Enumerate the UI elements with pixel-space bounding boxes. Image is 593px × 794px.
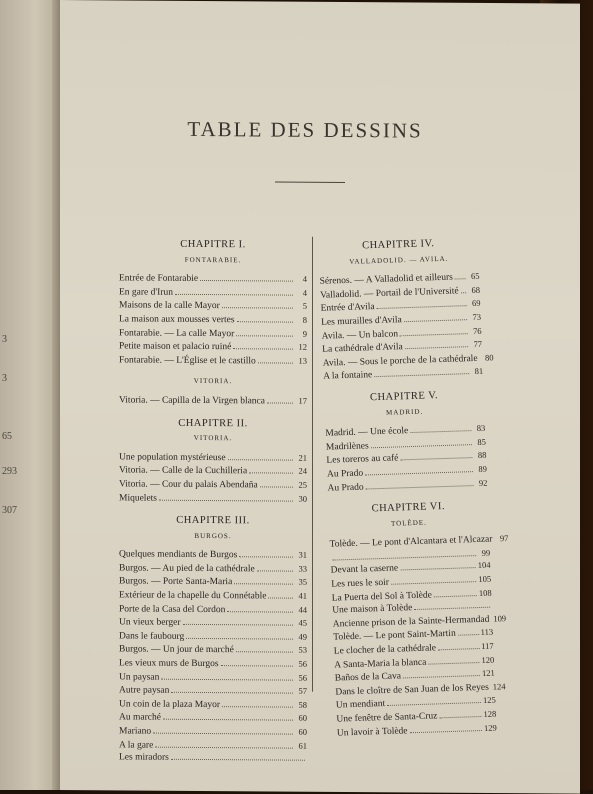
title-rule bbox=[275, 182, 345, 183]
entry-title: Baños de la Cava bbox=[335, 671, 402, 686]
dot-leader bbox=[410, 430, 471, 433]
toc-column-left bbox=[119, 236, 307, 765]
entry-title: La maison aux mousses vertes bbox=[119, 313, 235, 326]
toc-entry bbox=[119, 312, 307, 327]
toc-entry bbox=[119, 711, 307, 726]
entry-title: Entrée d'Avila bbox=[320, 301, 374, 315]
toc-entry bbox=[119, 588, 307, 603]
entry-page-number: 33 bbox=[295, 563, 307, 576]
place-heading: VALLADOLID. — AVILA. bbox=[319, 251, 479, 269]
entry-page-number: 30 bbox=[295, 492, 307, 505]
book-page bbox=[60, 0, 580, 794]
toc-entry bbox=[119, 326, 307, 341]
entry-page-number: 58 bbox=[295, 698, 307, 711]
dot-leader bbox=[186, 638, 293, 640]
entry-title: En gare d'Irun bbox=[119, 286, 173, 299]
entry-page-number: 76 bbox=[469, 324, 481, 337]
entry-title: Un mendiant bbox=[336, 698, 386, 712]
entry-title: Madrilènes bbox=[326, 440, 369, 454]
toc-entry bbox=[119, 561, 307, 576]
entry-page-number: 81 bbox=[471, 365, 483, 378]
entry-title: Une maison à Tolède bbox=[332, 602, 413, 617]
toc-entry bbox=[119, 602, 307, 617]
section-gap bbox=[119, 407, 307, 416]
entry-title: Un paysan bbox=[119, 671, 159, 684]
entry-page-number: 88 bbox=[474, 449, 486, 462]
toc-entry bbox=[119, 548, 307, 563]
dot-leader bbox=[371, 444, 472, 448]
entry-title: Les miradors bbox=[119, 752, 169, 765]
entry-title: Un lavoir à Tolède bbox=[337, 725, 408, 740]
facing-page-number: 307 bbox=[2, 505, 17, 516]
toc-entry bbox=[119, 477, 307, 492]
entry-title: Les toreros au café bbox=[326, 453, 398, 468]
entry-page-number: 60 bbox=[295, 712, 307, 725]
entry-page-number: 44 bbox=[295, 603, 307, 616]
dot-leader bbox=[400, 333, 468, 336]
chapter-heading: CHAPITRE V. bbox=[324, 389, 484, 407]
section-gap bbox=[119, 505, 307, 514]
toc-entry bbox=[119, 629, 307, 644]
entry-page-number: 85 bbox=[474, 435, 486, 448]
entry-page-number: 4 bbox=[295, 273, 307, 286]
dot-leader bbox=[405, 346, 468, 349]
dot-leader bbox=[233, 348, 293, 349]
entry-title: Les rues le soir bbox=[331, 577, 389, 591]
toc-entry bbox=[119, 450, 307, 465]
entry-title: Burgos. — Porte Santa-Maria bbox=[119, 576, 232, 589]
entry-page-number: 21 bbox=[295, 451, 307, 464]
entry-title: Burgos. — Au pied de la cathédrale bbox=[119, 562, 255, 576]
facing-page bbox=[0, 0, 60, 790]
entry-title: La cathédrale d'Avila bbox=[322, 341, 403, 356]
dot-leader bbox=[267, 402, 293, 403]
dot-leader bbox=[374, 373, 469, 377]
page-title: TABLE DES DESSINS bbox=[160, 117, 450, 144]
place-heading: MADRID. bbox=[324, 403, 484, 421]
toc-entry bbox=[119, 724, 307, 739]
entry-page-number: 109 bbox=[493, 612, 506, 625]
entry-title: Ancienne prison de la Sainte-Hermandad bbox=[333, 614, 490, 632]
toc-entry bbox=[119, 616, 307, 631]
entry-page-number: 117 bbox=[481, 640, 494, 653]
entry-page-number: 8 bbox=[295, 314, 307, 327]
entry-title: Les vieux murs de Burgos bbox=[119, 657, 219, 670]
entry-title: Burgos. — Un jour de marché bbox=[119, 644, 234, 657]
entry-title: Petite maison et palacio ruiné bbox=[119, 341, 231, 354]
entry-page-number: 12 bbox=[295, 341, 307, 354]
dot-leader bbox=[222, 706, 293, 707]
entry-page-number: 77 bbox=[470, 338, 482, 351]
toc-entry bbox=[119, 643, 307, 658]
dot-leader bbox=[458, 634, 479, 636]
entry-page-number: 113 bbox=[480, 626, 493, 639]
toc-entry bbox=[119, 697, 307, 712]
entry-page-number: 61 bbox=[295, 739, 307, 752]
place-heading: VITORIA. bbox=[119, 375, 307, 389]
dot-leader bbox=[428, 662, 479, 665]
entry-title: Un coin de la plaza Mayor bbox=[119, 698, 220, 711]
entry-title: Madrid. — Une école bbox=[325, 425, 408, 440]
dot-leader bbox=[391, 581, 476, 585]
dot-leader bbox=[236, 652, 293, 653]
dot-leader bbox=[387, 702, 481, 706]
chapter-heading: CHAPITRE IV. bbox=[318, 237, 478, 255]
dot-leader bbox=[175, 294, 293, 296]
dot-leader bbox=[200, 280, 293, 282]
entry-title: A Santa-Maria la blanca bbox=[334, 656, 426, 671]
dot-leader bbox=[377, 306, 467, 310]
entry-page-number: 24 bbox=[295, 465, 307, 478]
chapter-heading: CHAPITRE II. bbox=[119, 417, 307, 431]
entry-page-number: 60 bbox=[295, 726, 307, 739]
toc-entry bbox=[119, 285, 307, 300]
column-divider bbox=[312, 237, 313, 692]
entry-title: Vitoria. — Capilla de la Virgen blanca bbox=[119, 394, 265, 408]
entry-page-number: 56 bbox=[295, 658, 307, 671]
entry-title: Extérieur de la chapelle du Connétable bbox=[119, 589, 266, 603]
dot-leader bbox=[163, 719, 293, 721]
entry-title: Tolède. — Le pont d'Alcantara et l'Alcazar bbox=[329, 534, 492, 552]
dot-leader bbox=[257, 570, 293, 571]
toc-entry bbox=[119, 464, 307, 479]
entry-title: Valladolid. — Portail de l'Université bbox=[320, 285, 459, 302]
entry-page-number: 104 bbox=[478, 559, 491, 572]
toc-entry bbox=[119, 738, 307, 753]
toc-entry bbox=[119, 340, 307, 355]
entry-title: Une population mystérieuse bbox=[119, 451, 226, 464]
chapter-heading: CHAPITRE I. bbox=[119, 238, 307, 252]
entry-page-number: 125 bbox=[483, 694, 496, 707]
chapter-heading: CHAPITRE VI. bbox=[328, 500, 488, 518]
dot-leader bbox=[366, 485, 474, 489]
entry-page-number: 5 bbox=[295, 300, 307, 313]
entry-page-number: 31 bbox=[295, 549, 307, 562]
entry-title: Autre paysan bbox=[119, 685, 169, 698]
place-heading: TOLÈDE. bbox=[329, 514, 489, 532]
dot-leader bbox=[236, 335, 293, 336]
entry-page-number: 45 bbox=[295, 617, 307, 630]
entry-page-number: 65 bbox=[467, 270, 479, 283]
entry-title: Au Prado bbox=[327, 481, 364, 495]
dot-leader bbox=[400, 568, 476, 571]
entry-page-number: 105 bbox=[478, 573, 491, 586]
dot-leader bbox=[222, 308, 293, 309]
entry-title: A la gare bbox=[119, 739, 153, 752]
entry-title: Tolède. — Le pont Saint-Martin bbox=[333, 628, 456, 644]
dot-leader bbox=[155, 746, 293, 748]
dot-leader bbox=[403, 675, 480, 678]
dot-leader bbox=[183, 624, 293, 626]
facing-page-number: 293 bbox=[2, 466, 17, 477]
entry-page-number: 53 bbox=[295, 644, 307, 657]
dot-leader bbox=[171, 692, 293, 694]
toc-entry bbox=[119, 393, 307, 408]
dot-leader bbox=[439, 716, 481, 718]
entry-title: Maisons de la calle Mayor bbox=[119, 300, 220, 313]
dot-leader bbox=[221, 665, 293, 667]
entry-page-number: 68 bbox=[468, 284, 480, 297]
facing-page-number: 65 bbox=[2, 431, 12, 442]
dot-leader bbox=[461, 292, 466, 293]
entry-page-number: 35 bbox=[295, 576, 307, 589]
entry-title: Devant la caserne bbox=[330, 563, 398, 578]
entry-page-number: 80 bbox=[481, 351, 493, 364]
place-heading: FONTARABIE. bbox=[119, 253, 307, 267]
entry-page-number: 73 bbox=[469, 311, 481, 324]
entry-title: Avila. — Sous le porche de la cathédrale bbox=[323, 353, 478, 370]
facing-page-number: 3 bbox=[2, 373, 7, 384]
entry-title: Les murailles d'Avila bbox=[321, 314, 402, 329]
entry-page-number: 120 bbox=[481, 653, 494, 666]
entry-page-number: 13 bbox=[295, 354, 307, 367]
entry-title: Porte de la Casa del Cordon bbox=[119, 603, 225, 616]
entry-page-number: 4 bbox=[295, 286, 307, 299]
entry-title: Avila. — Un balcon bbox=[321, 328, 398, 343]
entry-title: Au marché bbox=[119, 712, 161, 725]
entry-page-number: 128 bbox=[483, 708, 496, 721]
dot-leader bbox=[249, 473, 293, 474]
entry-title: Fontarabie. — La calle Mayor bbox=[119, 327, 234, 340]
dot-leader bbox=[260, 486, 293, 487]
place-heading: VITORIA. bbox=[119, 432, 307, 446]
entry-page-number: 108 bbox=[479, 586, 492, 599]
entry-title: Entrée de Fontarabie bbox=[119, 273, 198, 286]
entry-page-number: 121 bbox=[482, 667, 495, 680]
entry-title: La Puerta del Sol à Tolède bbox=[332, 589, 433, 605]
dot-leader bbox=[268, 598, 293, 599]
entry-title: Vitoria. — Cour du palais Abendaña bbox=[119, 478, 258, 492]
entry-page-number: 9 bbox=[295, 327, 307, 340]
entry-title: Sérenos. — A Valladolid et ailleurs bbox=[319, 272, 453, 289]
toc-entry bbox=[119, 272, 307, 287]
book-gutter bbox=[52, 0, 60, 790]
dot-leader bbox=[171, 759, 305, 761]
dot-leader bbox=[258, 362, 293, 363]
dot-leader bbox=[227, 611, 293, 612]
dot-leader bbox=[228, 459, 293, 460]
dot-leader bbox=[438, 648, 479, 650]
entry-title: Dans le cloître de San Juan de los Reyes bbox=[335, 682, 489, 699]
toc-entry bbox=[119, 575, 307, 590]
entry-page-number: 56 bbox=[295, 671, 307, 684]
entry-title: Une fenêtre de Santa-Cruz bbox=[336, 710, 437, 726]
dot-leader bbox=[414, 607, 490, 610]
entry-title: Vitoria. — Calle de la Cuchilleria bbox=[119, 465, 247, 478]
chapter-heading: CHAPITRE III. bbox=[119, 515, 307, 529]
toc-column-right bbox=[318, 235, 497, 740]
dot-leader bbox=[239, 557, 293, 558]
entry-title: A la fontaine bbox=[323, 370, 373, 384]
toc-entry bbox=[119, 656, 307, 671]
entry-title: Au Prado bbox=[327, 467, 364, 481]
entry-title: Mariano bbox=[119, 725, 151, 738]
entry-page-number: 89 bbox=[475, 463, 487, 476]
toc-entry bbox=[119, 491, 307, 506]
toc-entry bbox=[119, 299, 307, 314]
entry-page-number: 41 bbox=[295, 590, 307, 603]
entry-page-number: 25 bbox=[295, 479, 307, 492]
entry-page-number: 92 bbox=[475, 476, 487, 489]
dot-leader bbox=[400, 457, 472, 460]
entry-page-number: 129 bbox=[484, 721, 497, 734]
dot-leader bbox=[161, 678, 293, 680]
entry-page-number: 99 bbox=[478, 547, 490, 560]
facing-page-number: 3 bbox=[2, 334, 7, 345]
dot-leader bbox=[159, 499, 293, 501]
dot-leader bbox=[153, 733, 293, 735]
toc-entry bbox=[119, 670, 307, 685]
entry-title: Le clocher de la cathédrale bbox=[334, 642, 437, 658]
dot-leader bbox=[365, 471, 473, 475]
entry-title: Quelques mendiants de Burgos bbox=[119, 549, 237, 562]
entry-title: Miquelets bbox=[119, 492, 157, 505]
dot-leader bbox=[455, 278, 466, 279]
dot-leader bbox=[234, 584, 293, 585]
entry-page-number: 49 bbox=[295, 630, 307, 643]
entry-page-number: 69 bbox=[468, 297, 480, 310]
entry-page-number: 57 bbox=[295, 685, 307, 698]
entry-page-number: 97 bbox=[496, 532, 508, 545]
entry-page-number: 83 bbox=[473, 422, 485, 435]
entry-title: Fontarabie. — L'Église et le castillo bbox=[119, 354, 256, 368]
entry-title: Dans le faubourg bbox=[119, 630, 184, 643]
toc-entry bbox=[119, 752, 307, 766]
entry-title: Un vieux berger bbox=[119, 617, 181, 630]
dot-leader bbox=[404, 319, 467, 322]
entry-page-number: 17 bbox=[295, 395, 307, 408]
dot-leader bbox=[434, 595, 477, 597]
place-heading: BURGOS. bbox=[119, 529, 307, 543]
toc-entry bbox=[119, 684, 307, 699]
toc-entry bbox=[119, 353, 307, 368]
dot-leader bbox=[237, 321, 293, 322]
dot-leader bbox=[410, 730, 483, 733]
entry-page-number: 124 bbox=[493, 680, 506, 693]
